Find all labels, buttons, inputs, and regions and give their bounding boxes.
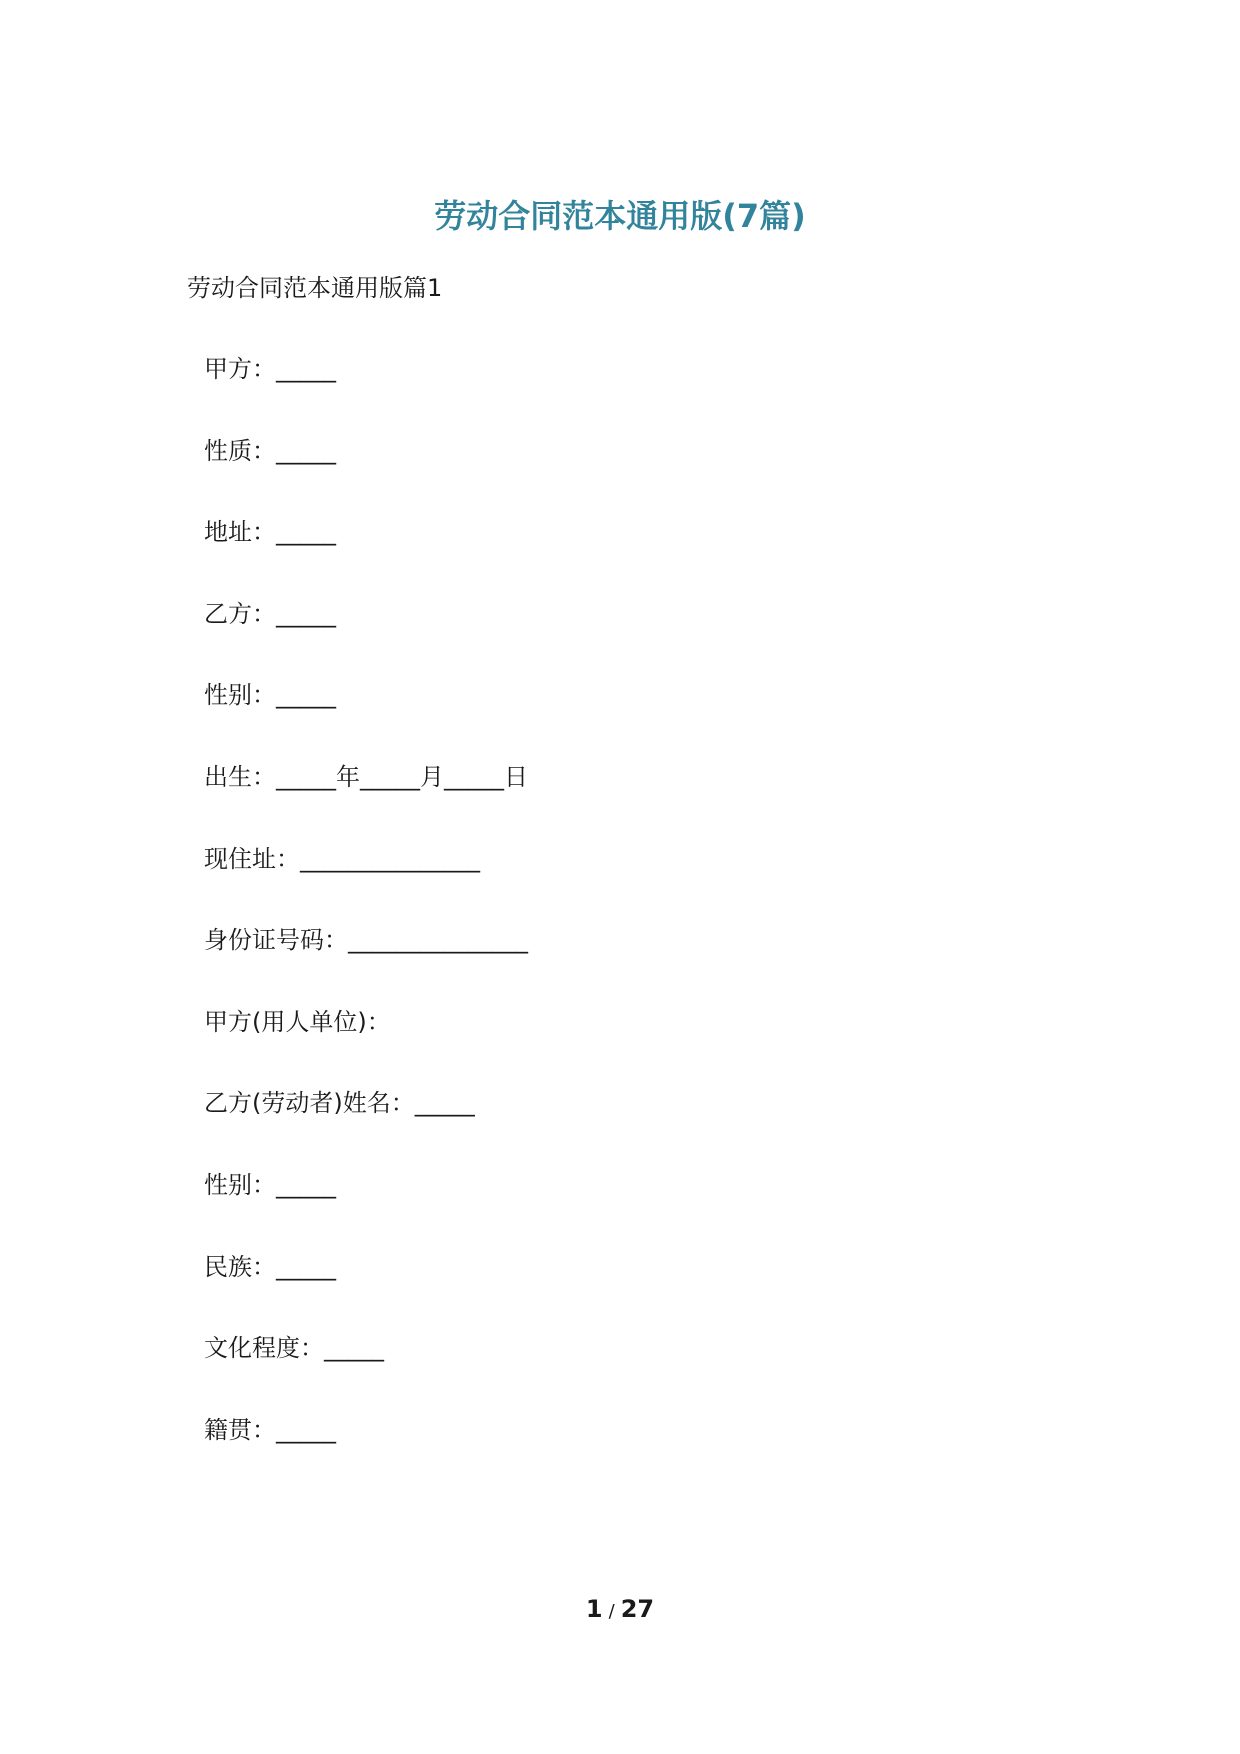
- field-label: 文化程度：: [204, 1334, 324, 1363]
- field-blank: _____: [276, 681, 336, 710]
- field-worker-gender: [204, 1168, 528, 1250]
- field-party-a: [204, 352, 528, 434]
- section-heading: 劳动合同范本通用版篇1: [187, 274, 443, 302]
- field-address: [204, 515, 528, 597]
- field-blank: _______________: [300, 844, 480, 873]
- field-label: 乙方：: [204, 599, 276, 628]
- field-education: [204, 1331, 528, 1413]
- field-employer: [204, 1005, 528, 1087]
- field-label: 乙方(劳动者)姓名：: [204, 1089, 415, 1118]
- field-label: 甲方(用人单位)：: [204, 1007, 391, 1036]
- field-blank: _____: [276, 1252, 336, 1281]
- field-id-number: [204, 923, 528, 1005]
- field-nature: [204, 434, 528, 516]
- field-blank: _____: [414, 1089, 475, 1118]
- field-blank: _____年_____月_____日: [276, 762, 528, 791]
- field-gender: [204, 678, 528, 760]
- field-blank: _____: [276, 436, 336, 465]
- field-party-b: [204, 597, 528, 679]
- field-birth-date: [204, 760, 528, 842]
- field-blank: _____: [276, 1170, 336, 1199]
- field-ethnicity: [204, 1250, 528, 1332]
- field-label: 甲方：: [204, 355, 276, 383]
- field-label: 地址：: [204, 518, 276, 547]
- field-label: 民族：: [204, 1252, 276, 1281]
- field-current-address: [204, 842, 528, 924]
- field-blank: _____: [276, 1415, 336, 1444]
- field-worker-name: [204, 1086, 528, 1168]
- field-label: 籍贯：: [204, 1415, 276, 1444]
- page-indicator: [0, 1592, 1240, 1629]
- field-native-place: [204, 1413, 528, 1495]
- field-label: 性别：: [204, 1170, 276, 1199]
- form-field-list: [204, 352, 528, 1494]
- page-total: 27: [620, 1595, 655, 1623]
- field-label: 身份证号码：: [204, 926, 348, 955]
- page-current: 1: [585, 1595, 603, 1623]
- field-blank: _____: [276, 518, 336, 547]
- field-blank: _____: [324, 1334, 384, 1363]
- page-separator: /: [608, 1601, 615, 1622]
- field-blank: _____: [276, 355, 336, 383]
- field-label: 性质：: [204, 436, 276, 465]
- document-title: 劳动合同范本通用版(7篇): [434, 197, 806, 235]
- field-label: 出生：: [204, 762, 276, 791]
- field-label: 现住址：: [204, 844, 300, 873]
- field-blank: _____: [276, 599, 336, 628]
- field-label: 性别：: [204, 681, 276, 710]
- field-blank: _______________: [348, 926, 528, 955]
